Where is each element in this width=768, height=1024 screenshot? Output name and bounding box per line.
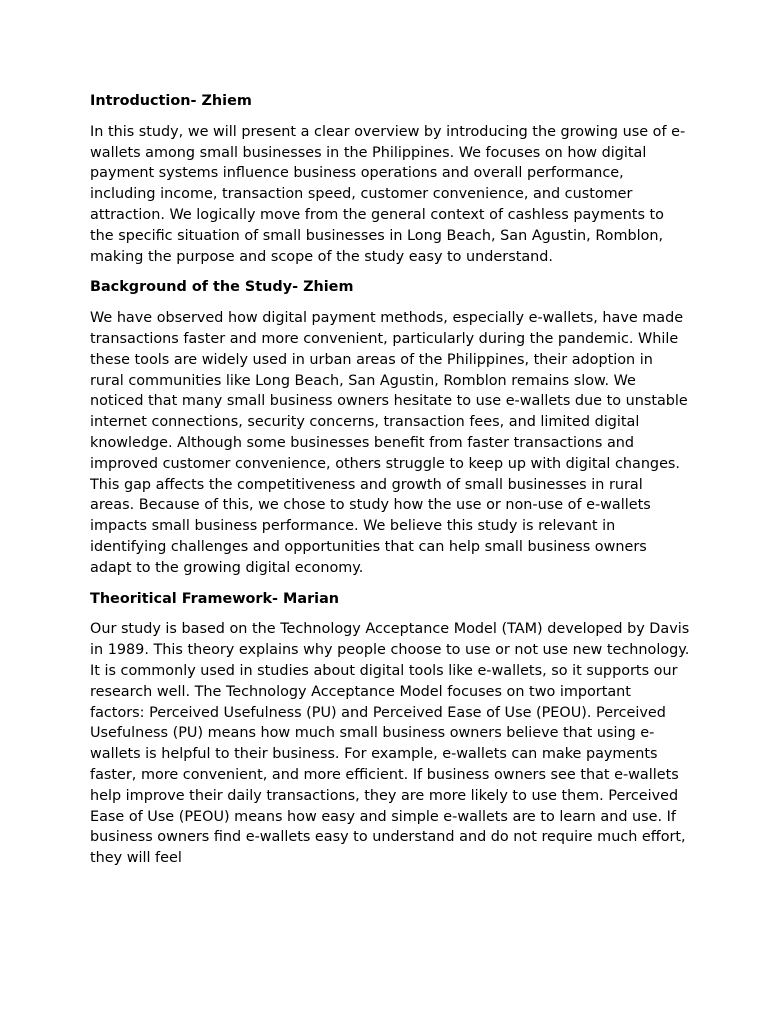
section-heading-introduction: Introduction- Zhiem (90, 93, 252, 109)
section-heading-background: Background of the Study- Zhiem (90, 279, 354, 296)
section-body-theoretical-framework: Our study is based on the Technology Acceptance Model (TAM) developed by Davis in 1989. This theory explains why people choose to use or not use new technology. It is commonly used in studies about digital tools like e-wallets, so it supports our research well. The Technology Acceptance Model focuses on two important factors: Perceived Usefulness (PU) and Perceived Ease of Use (PEOU). Perceived Usefulness (PU) means how much small business owners believe that using e-wallets is helpful to their business. For example, e-wallets can make payments faster, more convenient, and more efficient. If business owners see that e-wallets help improve their daily transactions, they are more likely to use them. Perceived Ease of Use (PEOU) means how easy and simple e-wallets are to learn and use. If business owners find e-wallets easy to understand and do not require much effort, they will feel (90, 621, 690, 867)
section-body-introduction: In this study, we will present a clear overview by introducing the growing use of e-wallets among small businesses in the Philippines. We focuses on how digital payment systems influence business operations and overall performance, including income, transaction speed, customer convenience, and customer attraction. We logically move from the general context of cashless payments to the specific situation of small businesses in Long Beach, San Agustin, Romblon, making the purpose and scope of the study easy to understand. (90, 123, 686, 265)
section-body-background: We have observed how digital payment methods, especially e-wallets, have made transactions faster and more convenient, particularly during the pandemic. While these tools are widely used in urban areas of the Philippines, their adoption in rural communities like Long Beach, San Agustin, Romblon remains slow. We noticed that many small business owners hesitate to use e-wallets due to unstable internet connections, security concerns, transaction fees, and limited digital knowledge. Although some businesses benefit from faster transactions and improved customer convenience, others struggle to keep up with digital changes. This gap affects the competitiveness and growth of small businesses in rural areas. Because of this, we chose to study how the use or non-use of e-wallets impacts small business performance. We believe this study is relevant in identifying challenges and opportunities that can help small business owners adapt to the growing digital economy. (90, 310, 688, 576)
document-page (90, 91, 690, 879)
section-heading-theoretical-framework: Theoritical Framework- Marian (90, 590, 340, 607)
